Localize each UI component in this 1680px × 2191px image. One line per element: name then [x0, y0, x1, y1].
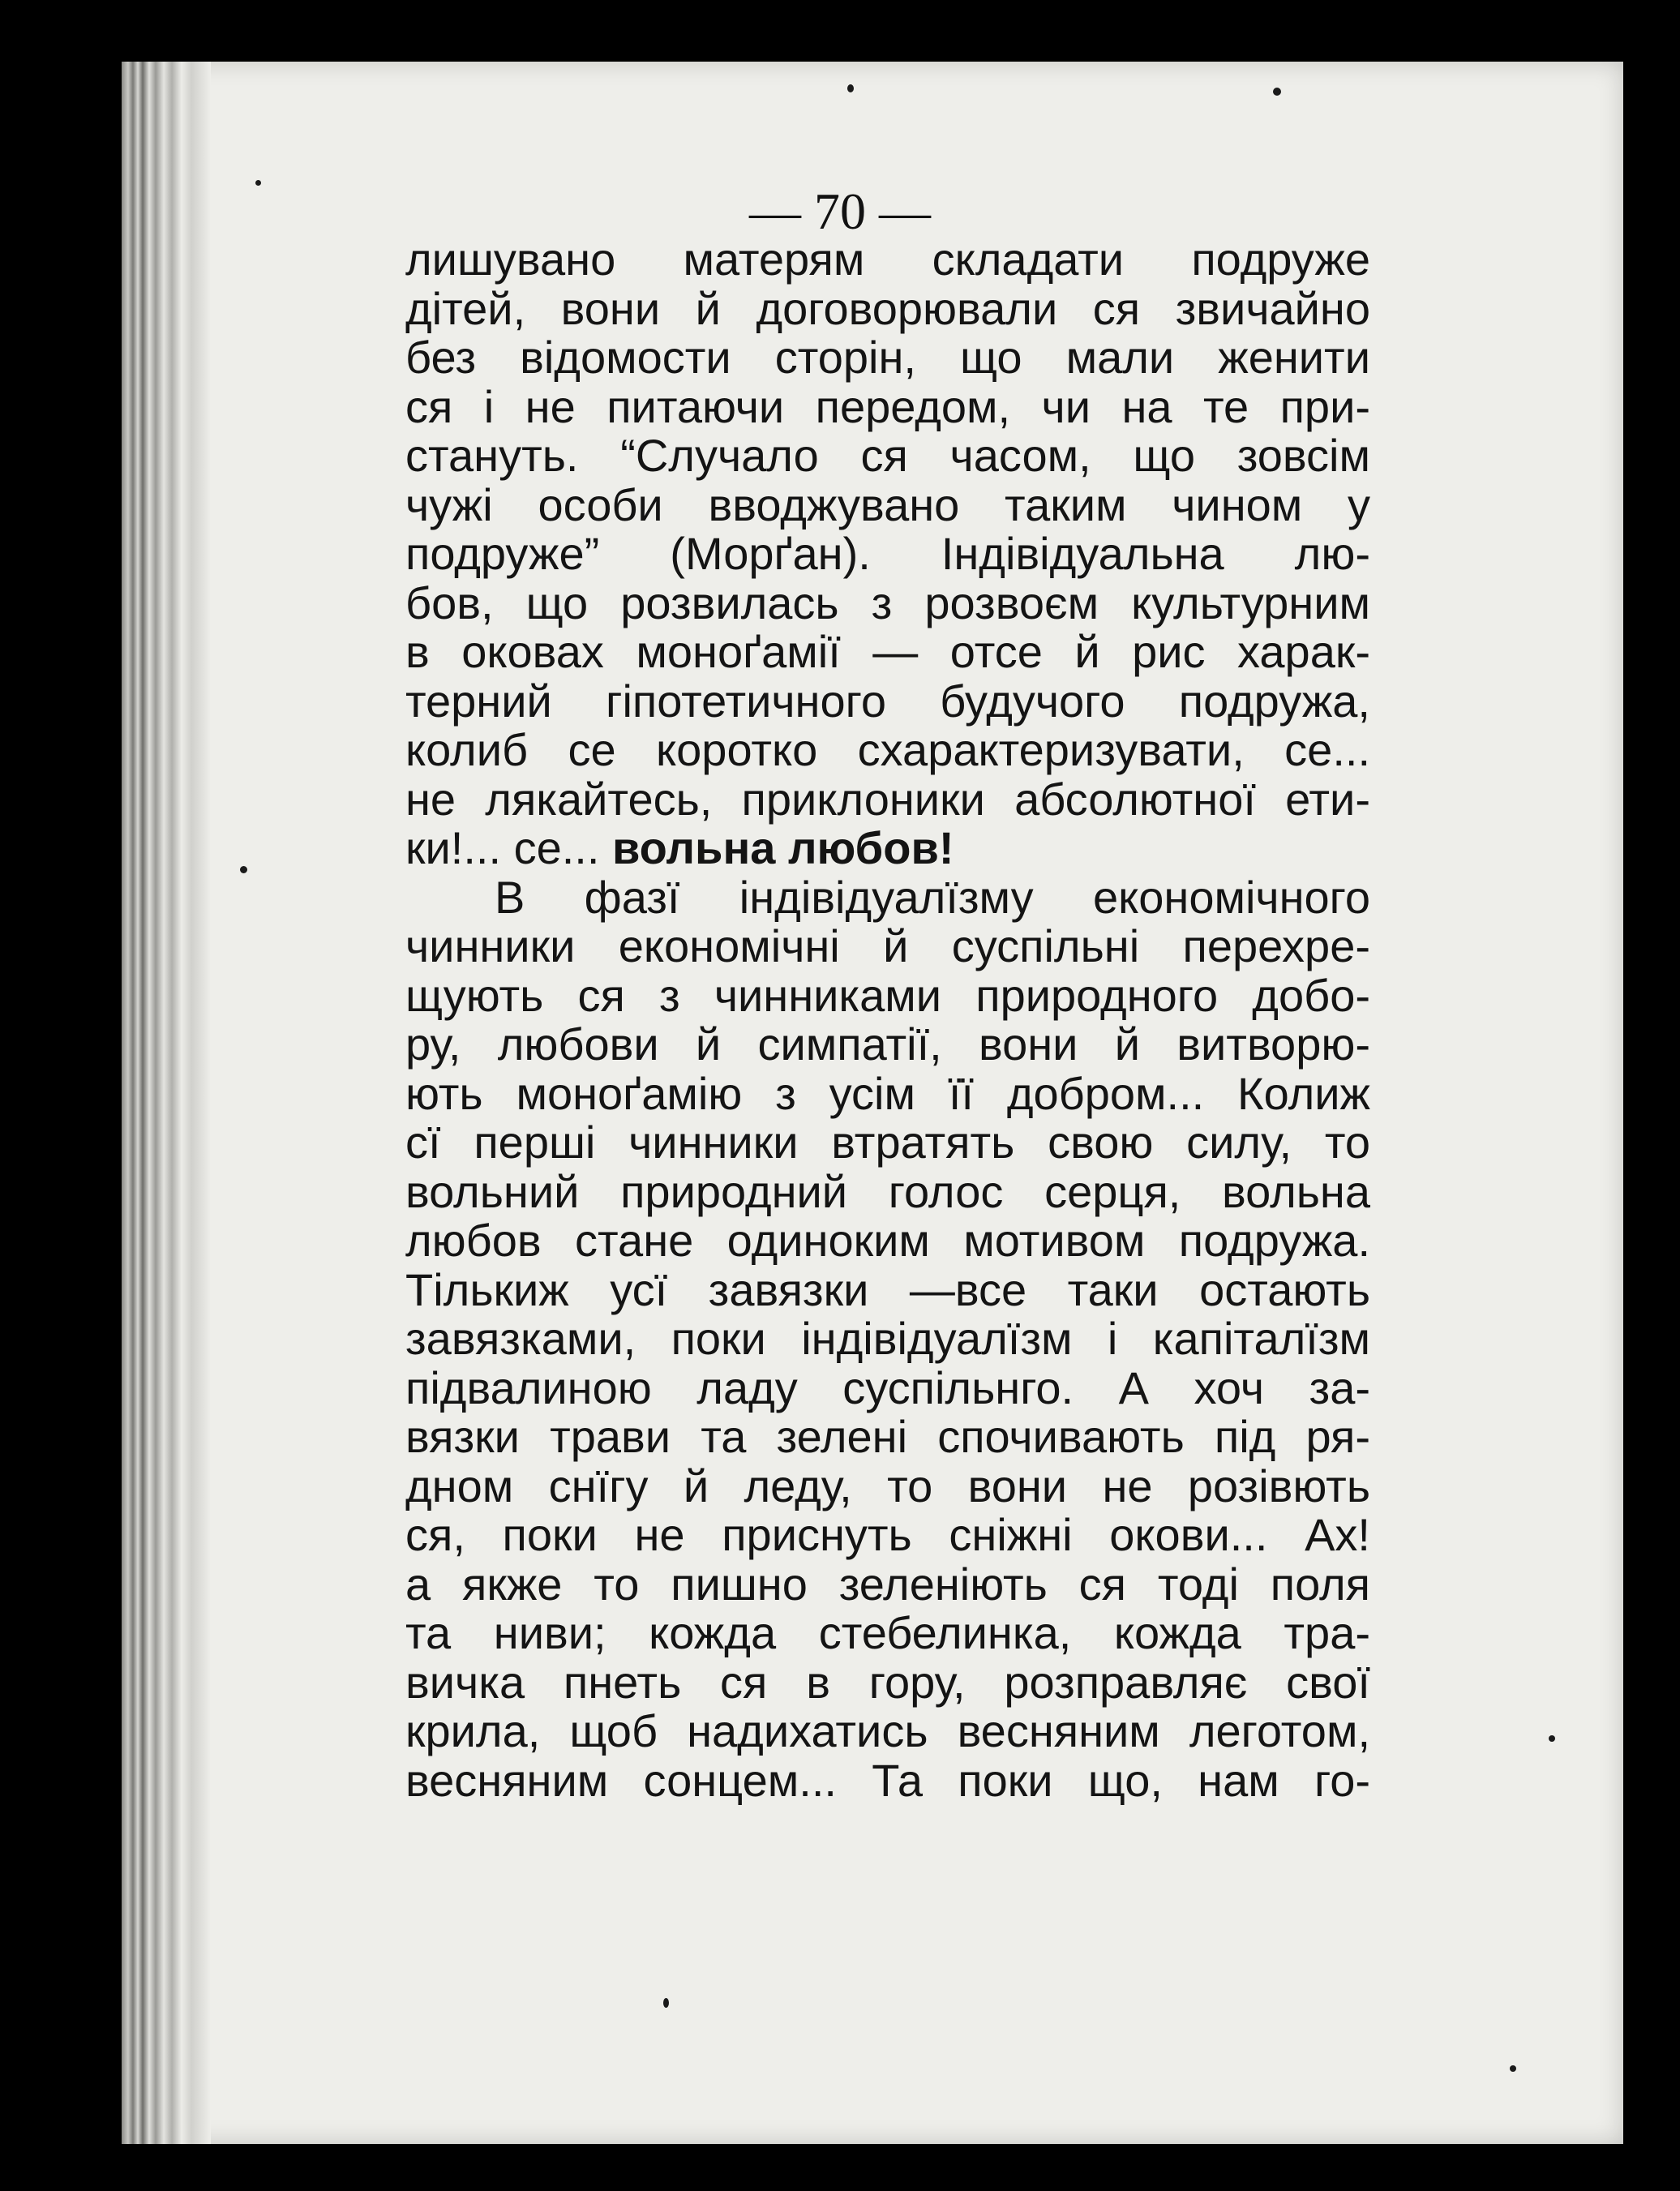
text-line: терний гіпотетичного будучого подружа,	[405, 675, 1370, 727]
text-line: сї перші чинники втратять свою силу, то	[405, 1117, 1370, 1168]
text-line: любов стане одиноким мотивом подружа.	[405, 1215, 1370, 1266]
book-binding-edge	[122, 62, 211, 2144]
text-line: лишувано матерям складати подруже	[405, 234, 1370, 285]
paragraph-1	[405, 235, 1370, 824]
text-line: вичка пнеть ся в гору, розправляє свої	[405, 1656, 1370, 1708]
emphasis-text: вольна любов!	[611, 822, 954, 873]
scan-speck	[1273, 88, 1281, 96]
text-line: не лякайтесь, приклоники абсолютної ети-	[405, 773, 1370, 825]
text-line: чинники економічні й суспільні перехре-	[405, 920, 1370, 971]
scan-speck	[1549, 1735, 1555, 1742]
text-line: дном снїгу й леду, то вони не розівють	[405, 1460, 1370, 1511]
paragraph-2	[405, 873, 1370, 1806]
text-line: В фазї індівідуалїзму економічного	[495, 871, 1370, 923]
text-line	[405, 824, 1370, 873]
text-line: без відомости сторін, що мали женити	[405, 332, 1370, 383]
text-line: вязки трави та зелені спочивають під ря-	[405, 1411, 1370, 1462]
text-line: щують ся з чинниками природного добо-	[405, 969, 1370, 1021]
body-text	[405, 235, 1370, 1805]
text-line: чужі особи вводжувано таким чином у	[405, 478, 1370, 530]
text-line: вольний природний голос серця, вольна	[405, 1165, 1370, 1217]
scan-speck	[663, 1998, 669, 2008]
text-span: ки!... се...	[405, 822, 612, 873]
text-line: колиб се коротко схарактеризувати, се...	[405, 724, 1370, 775]
text-line: а якже то пишно зеленіють ся тоді поля	[405, 1558, 1370, 1610]
scan-speck	[1510, 2065, 1516, 2072]
scan-speck	[847, 84, 854, 92]
text-line: підвалиною ладу суспільнго. А хоч за-	[405, 1361, 1370, 1413]
text-line: та ниви; кожда стебелинка, кожда тра-	[405, 1607, 1370, 1658]
text-line: ся, поки не приснуть сніжні окови... Ах!	[405, 1509, 1370, 1560]
text-line: в оковах моноґамії — отсе й рис харак-	[405, 626, 1370, 677]
text-line: ру, любови й симпатії, вони й витворю-	[405, 1018, 1370, 1070]
text-line: дітей, вони й договорювали ся звичайно	[405, 282, 1370, 334]
scan-speck	[255, 180, 261, 186]
text-line: бов, що розвилась з розвоєм культурним	[405, 577, 1370, 628]
text-line: завязками, поки індівідуалїзм і капіталїзм	[405, 1313, 1370, 1364]
text-line: крила, щоб надихатись весняним леготом,	[405, 1705, 1370, 1756]
text-line: весняним сонцем... Та поки що, нам го-	[405, 1754, 1370, 1806]
scan-speck	[240, 866, 247, 873]
text-line: ють моноґамію з усім її добром... Колиж	[405, 1067, 1370, 1119]
text-line: Тількиж усї завязки —все таки остають	[405, 1263, 1370, 1315]
page-number: — 70 —	[749, 182, 931, 240]
text-line: подруже” (Морґан). Індівідуальна лю-	[405, 528, 1370, 579]
text-line: ся і не питаючи передом, чи на те при-	[405, 380, 1370, 432]
text-line: стануть. “Случало ся часом, що зовсім	[405, 430, 1370, 481]
